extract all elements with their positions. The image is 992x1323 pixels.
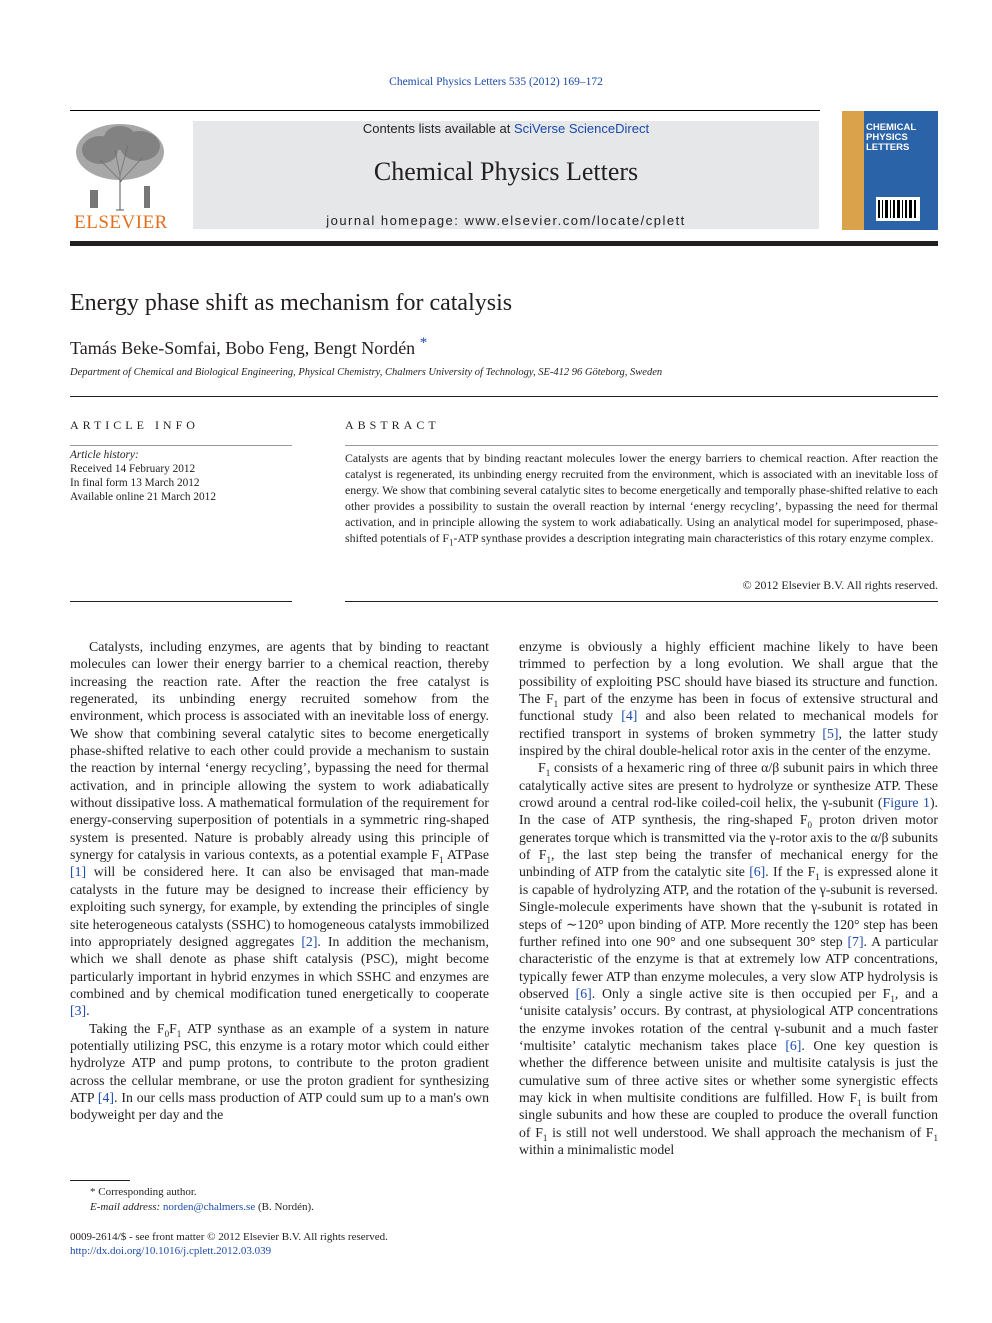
article-info-bottom-rule bbox=[70, 601, 292, 602]
header-rule bbox=[70, 110, 820, 111]
email-label: E-mail address: bbox=[90, 1201, 161, 1213]
affiliation-rule bbox=[70, 396, 938, 397]
corresponding-author-mark[interactable]: * bbox=[419, 335, 428, 351]
citation-link[interactable]: [5] bbox=[822, 725, 839, 741]
cover-title-line: CHEMICAL bbox=[866, 122, 917, 133]
citation-link[interactable]: [6] bbox=[575, 985, 592, 1001]
abstract-heading: ABSTRACT bbox=[345, 418, 440, 432]
cover-title-line: LETTERS bbox=[866, 142, 910, 153]
history-label: Article history: bbox=[70, 449, 139, 461]
contents-line bbox=[193, 121, 819, 136]
authors bbox=[70, 335, 427, 359]
body-paragraph: $F_1$ consists of a hexameric ring of three α/β subunit pairs in which three catalytically active sites are present to hydrolyze or synthesize ATP. These crowd around a central rod-like coiled-coil helix, the γ-subunit (Figure 1). In the case of ATP synthesis, the ring-shaped $F_0$ proton driven motor generates torque which is transmitted via the γ-rotor axis to the α/β subunits of $F_1$, the last step being the transfer of mechanical energy for the unbinding of ATP from the catalytic site [6]. If the $F_1$ is expressed alone it is capable of hydrolyzing ATP, and the rotation of the γ-subunit is reversed. Single-molecule experiments have shown that the γ-subunit is rotated in steps of ∼120° upon binding of ATP. More recently the 120° step has been further refined into one 90° and one subsequent 30° step [7]. A particular characteristic of the enzyme is that at extremely low ATP concentrations, typically fewer ATP than enzyme molecules, a very slow ATP hydrolysis is observed [6]. Only a single active site is then occupied per $F_1$, and a ‘unisite catalysis’ occurs. By contrast, at physiological ATP concentrations the enzyme invokes rotation of the central γ-subunit and a much faster ‘multisite’ catalytic mechanism takes place [6]. One key question is whether the difference between unisite and multisite catalysis is just the cumulative sum of three active sites or whether some synergistic effects may kick in when multisite conditions are fulfilled. How $F_1$ is built from single subunits and how these are coupled to produce the overall function of $F_1$ is still not well understood. We shall approach the mechanism of $F_1$ within a minimalistic model bbox=[519, 760, 938, 1157]
body-paragraph: Catalysts, including enzymes, are agents that by binding to reactant molecules can lower their energy barrier to a chemical reaction, thereby increasing the reaction rate. After the reaction the free catalyst is regenerated, its unbinding energy recruited somehow from the environment, which process is associated with an inevitable loss of energy. We show that combining several catalytic sites to become energetically phase-shifted relative to each other could provide a mechanism to sustain the reaction by internal ‘energy recycling’, bypassing the need for thermal activation, and in principle allowing the system to work adiabatically without dissipative loss. A mathematical formulation of the requirement for energy-conserving superposition of potentials in a symmetric ring-shaped system is presented. Nature is probably already using this principle of synergy for catalysis in various contexts, as a potential example $F_1$ ATPase [1] will be considered here. It can also be envisaged that man-made catalysts in the future may be designed to increase their efficiency by exploiting such synergy, for example, by extending the principles of single site heterogeneous catalysts (SSHC) to homogeneous catalysts immobilized into appropriately designed aggregates [2]. In addition the mechanism, which we shall denote as phase shift catalysis (PSC), might become particularly important in hybrid enzymes in which SSHC and enzymes are combined and by chemical modification tuned energetically to cooperate [3]. bbox=[70, 639, 489, 1019]
abstract-subscript: 1 bbox=[449, 537, 454, 548]
citation-link[interactable]: [6] bbox=[749, 864, 766, 880]
abstract-text-a: Catalysts are agents that by binding reactant molecules lower the energy barriers to chemical reaction. After reaction the catalyst is regenerated, its unbinding energy recruited from the environment, which is associated with an inevitable loss of energy. We show that combining several catalytic sites to become energetically and temporally phase-shifted relative to each other provides a possibility to sustain the overall reaction by internal ‘energy recycling’, bypassing the need for thermal activation, and in principle allowing the system to work adiabatically. Using an analytical model for superimposed, phase-shifted potentials of F bbox=[345, 451, 938, 545]
abstract-text-b: -ATP synthase provides a description integrating main characteristics of this rotary enzyme complex. bbox=[453, 531, 934, 545]
issn-line: 0009-2614/$ - see front matter © 2012 Elsevier B.V. All rights reserved. bbox=[70, 1231, 388, 1243]
journal-homepage[interactable]: journal homepage: www.elsevier.com/locate/cplett bbox=[326, 213, 686, 228]
revised-date: In final form 13 March 2012 bbox=[70, 477, 200, 489]
journal-header-box bbox=[193, 121, 819, 229]
article-title: Energy phase shift as mechanism for catalysis bbox=[70, 290, 513, 316]
footnote bbox=[70, 1185, 490, 1215]
figure-link[interactable]: Figure 1 bbox=[882, 795, 930, 811]
abstract-text bbox=[345, 450, 938, 546]
article-info-rule bbox=[70, 445, 292, 446]
article-info-heading: ARTICLE INFO bbox=[70, 418, 199, 432]
journal-cover[interactable] bbox=[842, 111, 938, 230]
footnote-rule bbox=[70, 1180, 130, 1181]
citation-link[interactable]: [2] bbox=[301, 933, 318, 949]
journal-name: Chemical Physics Letters bbox=[373, 157, 639, 186]
author-names: Tamás Beke-Somfai, Bobo Feng, Bengt Nordén bbox=[70, 338, 416, 358]
citation-link[interactable]: [7] bbox=[847, 933, 864, 949]
affiliation: Department of Chemical and Biological Engineering, Physical Chemistry, Chalmers University of Technology, SE-412 96 Göteborg, Sweden bbox=[70, 367, 663, 378]
email-owner: (B. Nordén). bbox=[257, 1201, 314, 1213]
citation-link[interactable]: [3] bbox=[70, 1003, 87, 1019]
header-thick-rule bbox=[70, 241, 938, 246]
abstract-bottom-rule bbox=[345, 601, 938, 602]
footnote-corresponding bbox=[70, 1185, 490, 1200]
body-paragraph: Taking the $F_0F_1$ ATP synthase as an example of a system in nature potentially utilizing PSC, this enzyme is a rotary motor which could either hydrolyze ATP and pump protons, to contribute to the proton gradient across the cellular membrane, or use the proton gradient for synthesizing ATP [4]. In our cells mass production of ATP could sum up to a man's own bodyweight per day and the bbox=[70, 1020, 489, 1123]
body-paragraph: enzyme is obviously a highly efficient machine likely to have been trimmed to perfection by a long evolution. We shall argue that the possibility of exploiting PSC should have biased its structure and function. The $F_1$ part of the enzyme has been in focus of extensive structural and functional study [4] and also been related to mechanical models for rectified transport in systems of broken symmetry [5], the latter study inspired by the chiral double-helical rotor axis in the center of the enzyme. bbox=[519, 639, 939, 759]
doi-link[interactable]: http://dx.doi.org/10.1016/j.cplett.2012.03.039 bbox=[70, 1245, 272, 1257]
body-column-left bbox=[70, 638, 489, 1124]
cover-barcode bbox=[876, 197, 920, 221]
sciencedirect-link[interactable]: SciVerse ScienceDirect bbox=[513, 121, 650, 136]
footnote-mark: * bbox=[90, 1186, 96, 1198]
cover-title-line: PHYSICS bbox=[866, 132, 908, 143]
copyright: © 2012 Elsevier B.V. All rights reserved. bbox=[742, 578, 938, 592]
elsevier-wordmark: ELSEVIER bbox=[74, 212, 168, 233]
received-date: Received 14 February 2012 bbox=[70, 463, 196, 475]
article-history bbox=[70, 448, 295, 504]
abstract-rule bbox=[345, 445, 938, 446]
page-footer bbox=[70, 1230, 570, 1258]
cover-strip bbox=[842, 111, 864, 230]
online-date: Available online 21 March 2012 bbox=[70, 491, 216, 503]
citation-link[interactable]: [1] bbox=[70, 864, 87, 880]
body-column-right bbox=[519, 638, 938, 1158]
citation-link[interactable]: [6] bbox=[785, 1037, 802, 1053]
email-link[interactable]: norden@chalmers.se bbox=[162, 1201, 256, 1213]
contents-prefix: Contents lists available at bbox=[362, 121, 514, 136]
footnote-email-line bbox=[70, 1200, 490, 1215]
journal-reference[interactable]: Chemical Physics Letters 535 (2012) 169–172 bbox=[389, 76, 603, 88]
footnote-corresponding-text: Corresponding author. bbox=[98, 1186, 197, 1198]
citation-link[interactable]: [4] bbox=[97, 1089, 115, 1105]
citation-link[interactable]: [4] bbox=[621, 708, 638, 724]
cover-title bbox=[866, 123, 916, 153]
